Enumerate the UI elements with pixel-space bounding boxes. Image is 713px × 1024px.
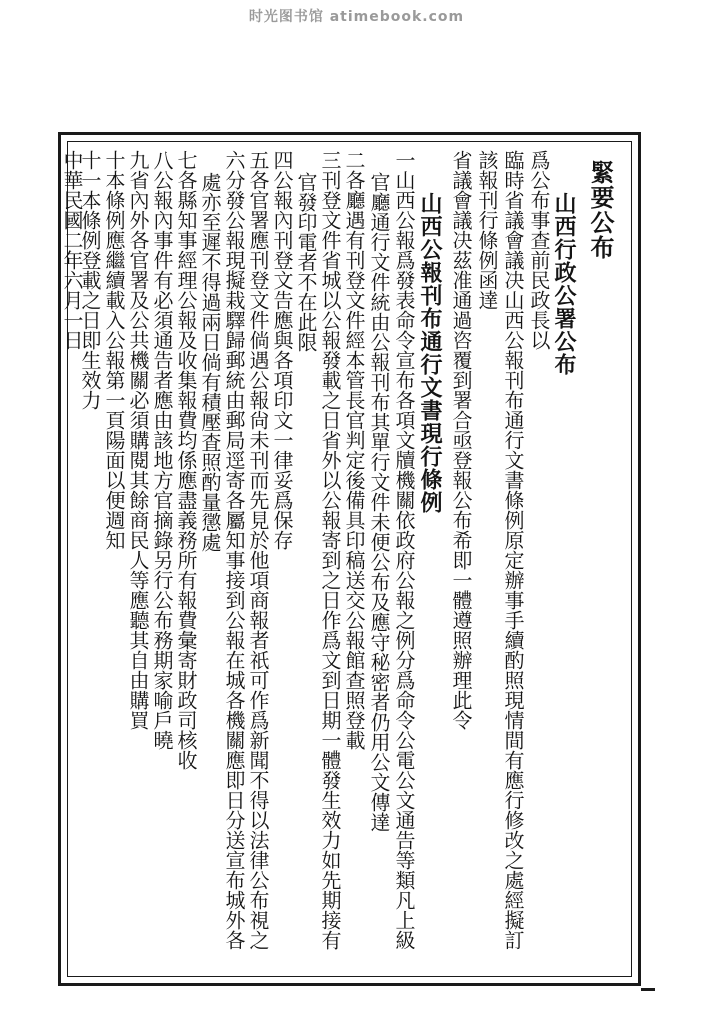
- article-line: 二各廳遇有刊登文件經本管長官判定後備具印稿送交公報館查照登載: [342, 150, 366, 750]
- article-line: 九省內外各官署及公共機關必須購閱其餘商民人等應聽其自由購買: [126, 150, 150, 730]
- article-line: 六分發公報現擬栽驛歸郵統由郵局逕寄各屬知事接到公報在城各機關應即日分送宣布城外各: [222, 150, 246, 950]
- article-line: 八公報內事件有必須通告者應由該地方官摘錄另行公布務期家喻戶曉: [150, 150, 174, 750]
- notice-title: 山西行政公署公布: [551, 192, 577, 376]
- article-line: 七各縣知事經理公報及收集報費均係應盡義務所有報費彙寄財政司核收: [174, 150, 198, 770]
- page-edge-mark: [641, 988, 655, 999]
- notice-line: 省議會議决茲准通過咨覆到署合亟登報公布希即一體遵照辦理此令: [449, 150, 473, 730]
- notice-line: 該報刊行條例函達: [475, 150, 499, 310]
- article-line: 五各官署應刊登文件倘遇公報尙未刊而先見於他項商報者祇可作爲新聞不得以法律公布視之: [246, 150, 270, 950]
- article-line: 一山西公報爲發表命令宣布各項文牘機關依政府公報之例分爲命令公電公文通告等類凡上級: [392, 150, 416, 950]
- article-line: 四公報內刊登文告應與各項印文一律妥爲保存: [270, 150, 294, 550]
- article-line: 處亦至遲不得過兩日倘有積壓査照酌量懲處: [198, 172, 222, 552]
- regulation-title: 山西公報刊布通行文書現行條例: [417, 192, 443, 514]
- article-line: 官發印電者不在此限: [294, 172, 318, 352]
- watermark: 时光图书馆 atimebook.com: [248, 9, 465, 25]
- article-line: 十一本條例登載之日即生效力: [78, 150, 102, 410]
- article-line: 三刊登文件省城以公報發載之日省外以公報寄到之日作爲文到日期一體發生效力如先期接有: [318, 150, 342, 950]
- article-line: 官廳通行文件統由公報刊布其單行文件未便公布及應守秘密者仍用公文傳達: [367, 172, 391, 832]
- date-line: 中華民國二年六月一日: [60, 150, 84, 350]
- notice-line: 臨時省議會議决山西公報刊布通行文書條例原定辦事手續酌照現情間有應行修改之處經擬訂: [501, 150, 525, 950]
- section-title: 緊要公布: [586, 160, 615, 260]
- article-line: 十本條例應繼續載入公報第一頁陽面以便週知: [102, 150, 126, 550]
- notice-line: 爲公布事查前民政長以: [527, 150, 551, 350]
